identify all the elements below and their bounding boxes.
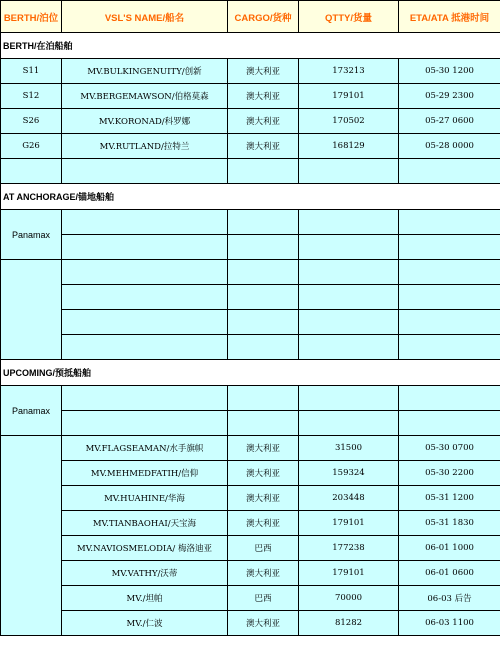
table-row — [1, 84, 500, 109]
header-berth: BERTH/泊位 — [1, 1, 62, 33]
table-row — [1, 486, 500, 511]
cell-cargo: 澳大利亚 — [228, 461, 299, 486]
table-row — [1, 611, 500, 636]
cell-berth: S26 — [1, 109, 62, 134]
cell-qtty: 173213 — [299, 59, 399, 84]
section-upcoming-title: UPCOMING/预抵船舶 — [1, 360, 500, 386]
cell-eta: 05-28 0000 — [399, 134, 500, 159]
table-row — [1, 511, 500, 536]
cell-eta: 05-27 0600 — [399, 109, 500, 134]
section-anchorage — [1, 184, 500, 210]
cell-cargo: 澳大利亚 — [228, 59, 299, 84]
cell-vessel: MV.RUTLAND/拉特兰 — [62, 134, 228, 159]
group-cell-blank — [1, 436, 62, 636]
header-row — [1, 1, 500, 33]
cell-vessel: MV.BERGEMAWSON/伯格莫森 — [62, 84, 228, 109]
empty-row — [1, 285, 500, 310]
cell-vessel: MV.FLAGSEAMAN/水手旗帜 — [62, 436, 228, 461]
group-label-panamax: Panamax — [1, 210, 62, 260]
cell-cargo: 澳大利亚 — [228, 561, 299, 586]
cell-qtty: 159324 — [299, 461, 399, 486]
cell-qtty: 170502 — [299, 109, 399, 134]
cell-qtty: 70000 — [299, 586, 399, 611]
cell-eta: 06-01 0600 — [399, 561, 500, 586]
cell-eta: 06-01 1000 — [399, 536, 500, 561]
cell-cargo: 澳大利亚 — [228, 611, 299, 636]
table-row — [1, 134, 500, 159]
cell-vessel: MV.VATHY/沃蒂 — [62, 561, 228, 586]
cell-cargo: 澳大利亚 — [228, 109, 299, 134]
cell-cargo: 澳大利亚 — [228, 486, 299, 511]
table-row — [1, 536, 500, 561]
cell-eta: 05-31 1830 — [399, 511, 500, 536]
table-row — [1, 109, 500, 134]
empty-row — [1, 310, 500, 335]
header-eta: ETA/ATA 抵港时间 — [399, 1, 500, 33]
empty-row — [1, 210, 500, 235]
cell-qtty: 179101 — [299, 561, 399, 586]
header-qtty: QTTY/货量 — [299, 1, 399, 33]
group-label-panamax: Panamax — [1, 386, 62, 436]
cell-vessel: MV.TIANBAOHAI/天宝海 — [62, 511, 228, 536]
cell-vessel: MV./坦帕 — [62, 586, 228, 611]
cell-eta: 06-03 1100 — [399, 611, 500, 636]
cell-vessel: MV.MEHMEDFATIH/信仰 — [62, 461, 228, 486]
header-cargo: CARGO/货种 — [228, 1, 299, 33]
cell-berth: S12 — [1, 84, 62, 109]
empty-row — [1, 260, 500, 285]
cell-eta: 06-03 后告 — [399, 586, 500, 611]
cell-eta: 05-31 1200 — [399, 486, 500, 511]
cell-eta: 05-30 0700 — [399, 436, 500, 461]
cell-qtty: 31500 — [299, 436, 399, 461]
empty-row — [1, 386, 500, 411]
cell-vessel: MV.NAVIOSMELODIA/ 梅洛迪亚 — [62, 536, 228, 561]
empty-row — [1, 159, 500, 184]
section-anchorage-title: AT ANCHORAGE/锚地船舶 — [1, 184, 500, 210]
cell-qtty: 177238 — [299, 536, 399, 561]
table-row — [1, 586, 500, 611]
cell-cargo: 巴西 — [228, 536, 299, 561]
cell-berth: G26 — [1, 134, 62, 159]
cell-eta: 05-30 2200 — [399, 461, 500, 486]
cell-qtty: 168129 — [299, 134, 399, 159]
group-cell-blank — [1, 260, 62, 360]
cell-eta: 05-30 1200 — [399, 59, 500, 84]
section-upcoming — [1, 360, 500, 386]
table-row — [1, 436, 500, 461]
empty-row — [1, 335, 500, 360]
cell-cargo: 澳大利亚 — [228, 436, 299, 461]
empty-row — [1, 411, 500, 436]
cell-cargo: 澳大利亚 — [228, 84, 299, 109]
cell-eta: 05-29 2300 — [399, 84, 500, 109]
cell-cargo: 澳大利亚 — [228, 511, 299, 536]
table-row — [1, 59, 500, 84]
cell-vessel: MV.BULKINGENUITY/创新 — [62, 59, 228, 84]
cell-cargo: 巴西 — [228, 586, 299, 611]
cell-qtty: 203448 — [299, 486, 399, 511]
cell-vessel: MV.KORONAD/科罗娜 — [62, 109, 228, 134]
section-berth-title: BERTH/在泊船舶 — [1, 33, 500, 59]
table-row — [1, 561, 500, 586]
cell-vessel: MV.HUAHINE/华海 — [62, 486, 228, 511]
header-vessel: VSL'S NAME/船名 — [62, 1, 228, 33]
cell-qtty: 179101 — [299, 511, 399, 536]
table-row — [1, 461, 500, 486]
section-berth — [1, 33, 500, 59]
cell-qtty: 179101 — [299, 84, 399, 109]
cell-berth: S11 — [1, 59, 62, 84]
cell-vessel: MV./仁波 — [62, 611, 228, 636]
empty-row — [1, 235, 500, 260]
cell-qtty: 81282 — [299, 611, 399, 636]
cell-cargo: 澳大利亚 — [228, 134, 299, 159]
